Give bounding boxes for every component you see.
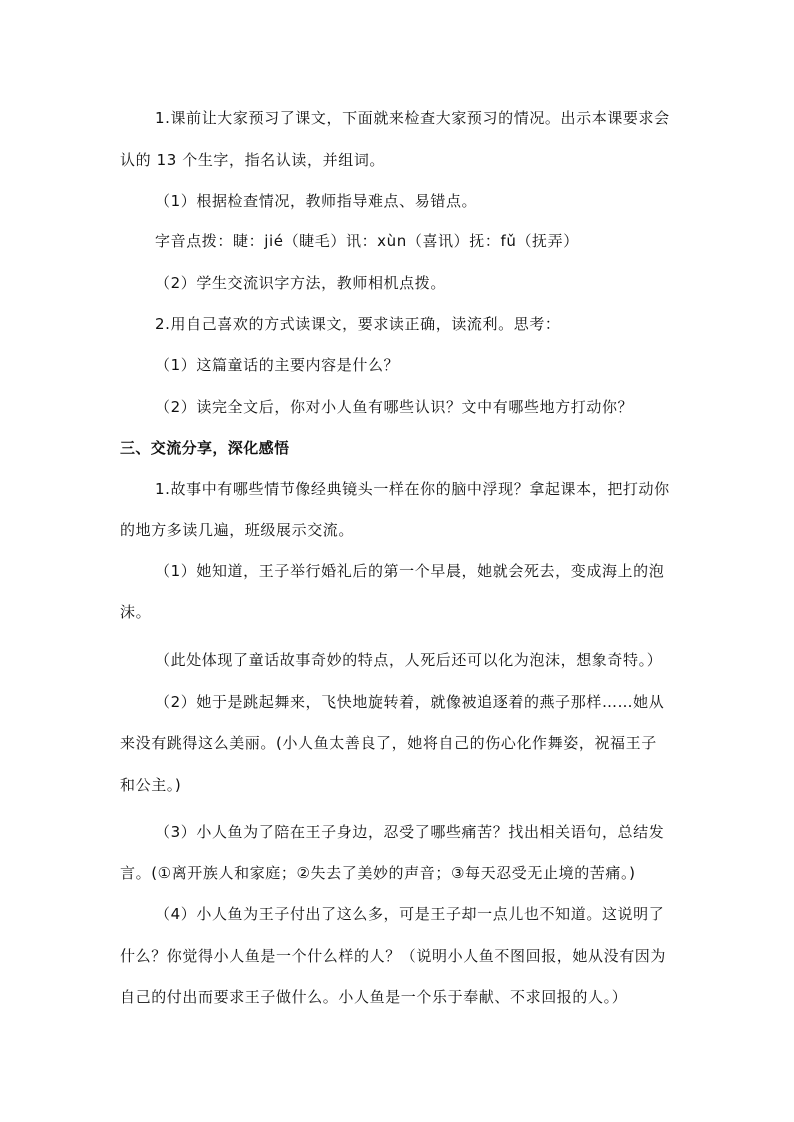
- paragraph-line: （2）读完全文后，你对小人鱼有哪些认识？文中有哪些地方打动你？: [155, 398, 634, 416]
- paragraph-line: 1.故事中有哪些情节像经典镜头一样在你的脑中浮现？拿起课本，把打动你: [155, 480, 670, 498]
- paragraph-line: 字音点拨：睫：jié（睫毛）讯：xùn（喜讯）抚：fǔ（抚弄）: [155, 232, 579, 250]
- paragraph-line: 什么？你觉得小人鱼是一个什么样的人？（说明小人鱼不图回报，她从没有因为: [120, 947, 667, 965]
- section-heading: 三、交流分享，深化感悟: [120, 439, 290, 457]
- paragraph-line: 言。(①离开族人和家庭；②失去了美妙的声音；③每天忍受无止境的苦痛。): [120, 864, 636, 882]
- paragraph-line: （1）根据检查情况，教师指导难点、易错点。: [155, 192, 478, 210]
- paragraph-line: （此处体现了童话故事奇妙的特点，人死后还可以化为泡沫，想象奇特。）: [155, 651, 663, 669]
- paragraph-line: 沫。: [120, 603, 152, 621]
- paragraph-line: 自己的付出而要求王子做什么。小人鱼是一个乐于奉献、不求回报的人。）: [120, 988, 628, 1006]
- paragraph-line: （1）她知道，王子举行婚礼后的第一个早晨，她就会死去，变成海上的泡: [155, 562, 665, 580]
- paragraph-line: 1.课前让大家预习了课文，下面就来检查大家预习的情况。出示本课要求会: [155, 109, 670, 127]
- paragraph-line: 来没有跳得这么美丽。(小人鱼太善良了，她将自己的伤心化作舞姿，祝福王子: [120, 734, 657, 752]
- paragraph-line: 2.用自己喜欢的方式读课文，要求读正确，读流利。思考：: [155, 315, 561, 333]
- paragraph-line: （2）她于是跳起舞来，飞快地旋转着，就像被追逐着的燕子那样……她从: [155, 693, 665, 711]
- paragraph-line: （3）小人鱼为了陪在王子身边，忍受了哪些痛苦？找出相关语句，总结发: [155, 823, 665, 841]
- paragraph-line: 的地方多读几遍，班级展示交流。: [120, 521, 355, 539]
- paragraph-line: （1）这篇童话的主要内容是什么？: [155, 356, 400, 374]
- paragraph-line: 认的 13 个生字，指名认读，并组词。: [120, 151, 386, 169]
- paragraph-line: （4）小人鱼为王子付出了这么多，可是王子却一点儿也不知道。这说明了: [155, 905, 665, 923]
- paragraph-line: 和公主。): [120, 776, 182, 794]
- paragraph-line: （2）学生交流识字方法，教师相机点拨。: [155, 274, 446, 292]
